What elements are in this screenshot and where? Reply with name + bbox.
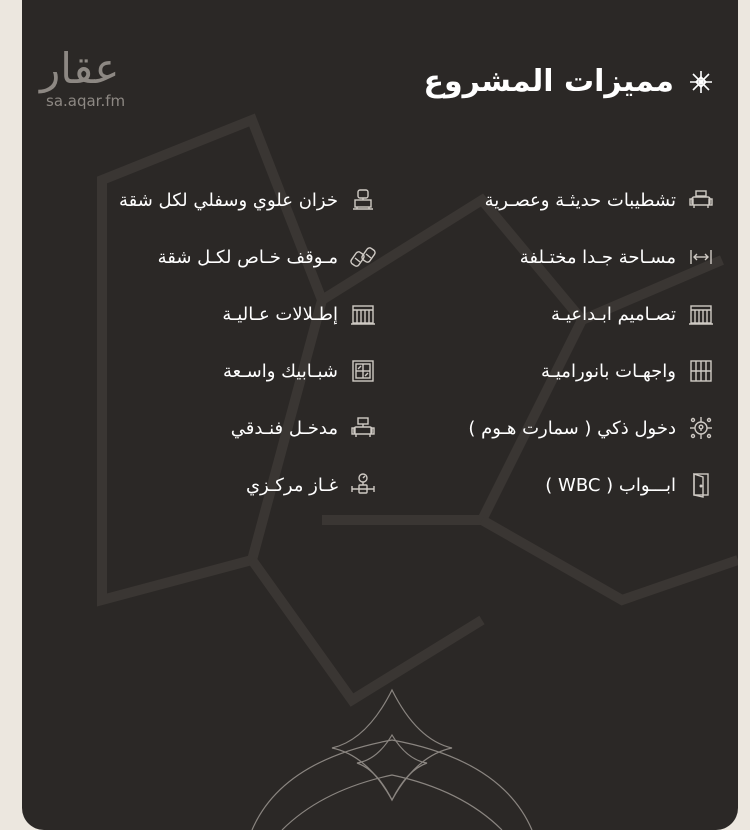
feature-label: مـوقف خـاص لكـل شقة [157, 246, 338, 268]
feature-label: تشطيبات حديثـة وعصـرية [484, 189, 676, 211]
feature-label: ابـــواب ( WBC ) [545, 474, 676, 496]
window-icon [350, 358, 376, 384]
smart-home-icon [688, 415, 714, 441]
aqar-logo [32, 44, 162, 114]
feature-item [485, 180, 714, 220]
page-title: مميزات المشروع [423, 64, 674, 99]
feature-item [222, 294, 376, 334]
width-arrows-icon [688, 244, 714, 270]
section-header [424, 64, 714, 99]
feature-label: دخول ذكي ( سمارت هـوم ) [468, 417, 676, 439]
feature-label: غـاز مركـزي [245, 474, 338, 496]
feature-item [119, 180, 376, 220]
feature-label: مسـاحة جـدا مختـلفة [519, 246, 676, 268]
feature-item [223, 351, 376, 391]
logo-name: عقار [40, 44, 120, 93]
lobby-icon [350, 415, 376, 441]
feature-label: إطـلالات عـاليـة [222, 303, 338, 325]
building-icon [688, 301, 714, 327]
feature-item [468, 408, 714, 448]
feature-card [22, 0, 738, 830]
feature-label: مدخـل فنـدقي [230, 417, 338, 439]
feature-item [541, 351, 714, 391]
logo-url: sa.aqar.fm [46, 92, 126, 110]
door-icon [688, 472, 714, 498]
feature-label: خزان علوي وسفلي لكل شقة [119, 189, 338, 211]
feature-label: واجهـات بانوراميـة [540, 360, 676, 382]
snowflake-ornament-icon [688, 69, 714, 95]
parking-icon [350, 244, 376, 270]
feature-label: تصـاميم ابـداعيـة [551, 303, 676, 325]
feature-item [246, 465, 376, 505]
feature-item [520, 237, 714, 277]
building-icon [350, 301, 376, 327]
water-tank-icon [350, 187, 376, 213]
gas-meter-icon [350, 472, 376, 498]
sofa-icon [688, 187, 714, 213]
facade-icon [688, 358, 714, 384]
feature-item [551, 294, 714, 334]
feature-item [158, 237, 376, 277]
feature-label: شبـابيك واسـعة [223, 360, 338, 382]
feature-item [231, 408, 376, 448]
feature-item [545, 465, 714, 505]
